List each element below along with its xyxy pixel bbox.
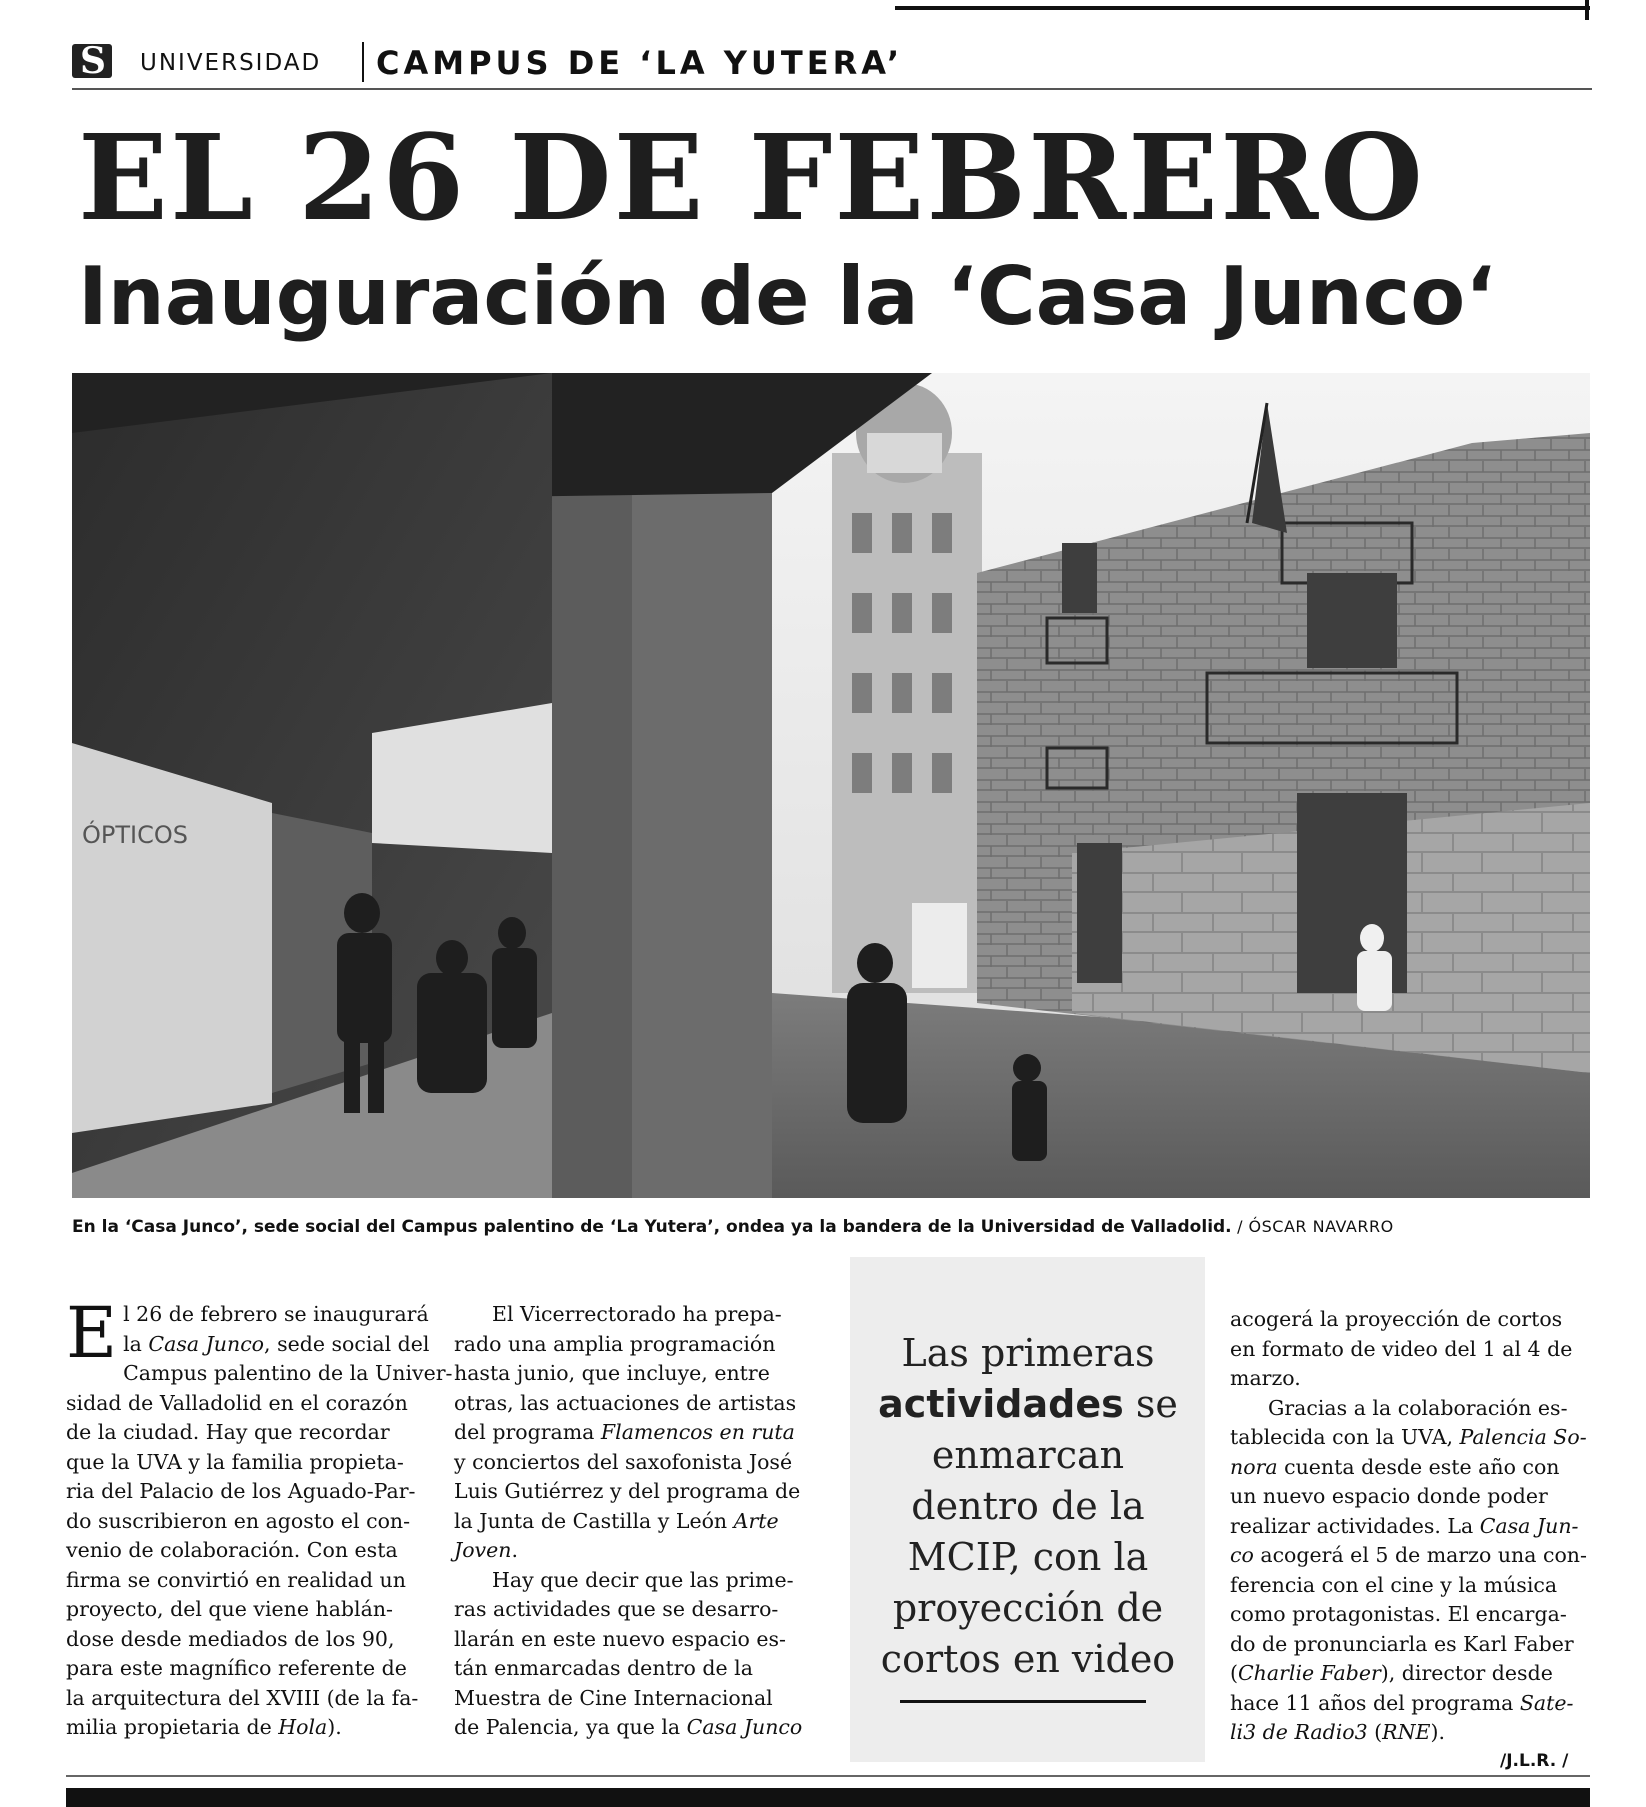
text-line: un nuevo espacio donde poder bbox=[1230, 1484, 1548, 1508]
section-divider bbox=[362, 42, 364, 82]
text-line: de Palencia, ya que la Casa Junco bbox=[454, 1715, 803, 1739]
top-rule bbox=[895, 6, 1590, 10]
text-line: venio de colaboración. Con esta bbox=[66, 1538, 398, 1562]
author-signature: /J.L.R. / bbox=[1500, 1751, 1569, 1771]
pullquote-line: cortos en video bbox=[880, 1637, 1176, 1681]
text-line: otras, las actuaciones de artistas bbox=[454, 1390, 797, 1415]
caption-text: En la ‘Casa Junco’, sede social del Campus palentino de ‘La Yutera’, ondea ya la bandera de la Universidad de Valladolid. bbox=[72, 1217, 1232, 1237]
text-line: de la ciudad. Hay que recordar bbox=[66, 1420, 390, 1444]
text-line: li3 de Radio3 (RNE). bbox=[1230, 1720, 1446, 1744]
photo-caption bbox=[72, 1217, 1394, 1237]
pullquote-line: Las primeras bbox=[901, 1331, 1155, 1375]
text-line: tablecida con la UVA, Palencia So- bbox=[1230, 1425, 1587, 1449]
text-line: para este magnífico referente de bbox=[66, 1656, 407, 1680]
text-line: milia propietaria de Hola). bbox=[66, 1715, 342, 1739]
text-line: la Junta de Castilla y León Arte bbox=[454, 1508, 779, 1533]
article-column-2 bbox=[454, 1300, 810, 1743]
caption-credit: / ÓSCAR NAVARRO bbox=[1237, 1217, 1394, 1236]
section-underline bbox=[72, 88, 1592, 90]
text-line: firma se convirtió en realidad un bbox=[66, 1567, 406, 1592]
text-line: Gracias a la colaboración es- bbox=[1268, 1395, 1568, 1420]
text-line: co acogerá el 5 de marzo una con- bbox=[1230, 1543, 1587, 1567]
text-line: dose desde mediados de los 90, bbox=[66, 1626, 395, 1651]
text-line: y conciertos del saxofonista José bbox=[454, 1449, 793, 1474]
text-line: Campus palentino de la Univer- bbox=[123, 1361, 453, 1385]
text-line: como protagonistas. El encarga- bbox=[1230, 1602, 1567, 1626]
text-line: Hay que decir que las prime- bbox=[492, 1567, 794, 1592]
shop-sign: ÓPTICOS bbox=[82, 821, 188, 849]
text-line: ferencia con el cine y la música bbox=[1230, 1572, 1558, 1597]
text-line: tán enmarcadas dentro de la bbox=[454, 1656, 753, 1680]
subheadline bbox=[78, 250, 1496, 343]
bottom-rule bbox=[66, 1775, 1590, 1777]
top-rule-hook bbox=[1585, 0, 1589, 20]
text-line: (Charlie Faber), director desde bbox=[1230, 1661, 1553, 1685]
pullquote-rule bbox=[900, 1700, 1146, 1703]
pullquote-line: dentro de la bbox=[911, 1484, 1145, 1528]
article-column-1 bbox=[66, 1292, 453, 1743]
bottom-bar bbox=[66, 1788, 1590, 1807]
section-title: CAMPUS DE ‘LA YUTERA’ bbox=[376, 44, 904, 82]
pullquote-line: MCIP, con la bbox=[907, 1535, 1149, 1579]
text-line: l 26 de febrero se inaugurará bbox=[123, 1302, 429, 1326]
text-line: hace 11 años del programa Sate- bbox=[1230, 1690, 1574, 1715]
text-line: hasta junio, que incluye, entre bbox=[454, 1361, 770, 1385]
text-line: sidad de Valladolid en el corazón bbox=[66, 1390, 408, 1415]
text-line: que la UVA y la familia propieta- bbox=[66, 1449, 404, 1474]
pullquote bbox=[858, 1328, 1198, 1685]
text-line: nora cuenta desde este año con bbox=[1230, 1454, 1560, 1479]
drop-cap: E bbox=[66, 1292, 118, 1374]
article-column-4 bbox=[1230, 1305, 1586, 1748]
text-line: proyecto, del que viene hablán- bbox=[66, 1597, 393, 1621]
section-kicker: UNIVERSIDAD bbox=[140, 50, 322, 76]
text-line: realizar actividades. La Casa Jun- bbox=[1230, 1513, 1579, 1538]
pullquote-line: proyección de bbox=[892, 1586, 1164, 1630]
text-line: rado una amplia programación bbox=[454, 1331, 776, 1356]
subheadline-text: Inauguración de la ‘Casa bbox=[78, 250, 1220, 343]
text-line: la Casa Junco, sede social del bbox=[123, 1331, 430, 1356]
subheadline-bold: Junco‘ bbox=[1219, 250, 1496, 343]
pullquote-line: enmarcan bbox=[931, 1433, 1125, 1477]
text-line: El Vicerrectorado ha prepa- bbox=[492, 1302, 782, 1326]
text-line: do suscribieron en agosto el con- bbox=[66, 1508, 411, 1533]
text-line: ras actividades que se desarro- bbox=[454, 1597, 779, 1621]
pullquote-line: actividades se bbox=[878, 1382, 1178, 1426]
text-line: acogerá la proyección de cortos bbox=[1230, 1307, 1563, 1331]
headline: EL 26 DE FEBRERO bbox=[78, 108, 1425, 247]
newspaper-logo-icon bbox=[72, 44, 112, 78]
text-line: en formato de video del 1 al 4 de bbox=[1230, 1336, 1573, 1361]
text-line: ria del Palacio de los Aguado-Par- bbox=[66, 1479, 416, 1503]
section-header bbox=[72, 40, 1592, 90]
text-line: la arquitectura del XVIII (de la fa- bbox=[66, 1685, 419, 1710]
street-photo bbox=[72, 373, 1590, 1198]
text-line: llarán en este nuevo espacio es- bbox=[454, 1626, 786, 1651]
text-line: marzo. bbox=[1230, 1366, 1301, 1390]
text-line: Muestra de Cine Internacional bbox=[454, 1685, 773, 1710]
text-line: Joven. bbox=[454, 1538, 519, 1562]
text-line: do de pronunciarla es Karl Faber bbox=[1230, 1631, 1574, 1656]
text-line: Luis Gutiérrez y del programa de bbox=[454, 1479, 801, 1503]
text-line: del programa Flamencos en ruta bbox=[454, 1420, 795, 1444]
